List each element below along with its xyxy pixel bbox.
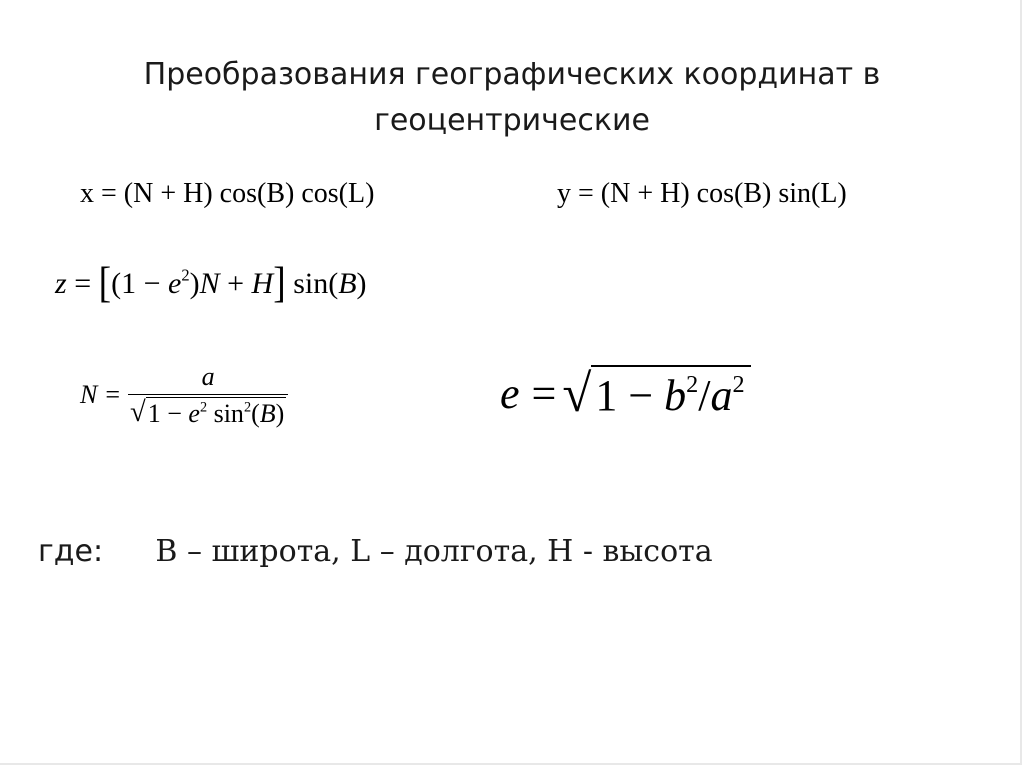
formula-n-fraction bbox=[128, 362, 288, 428]
formula-n-numerator: a bbox=[201, 362, 215, 391]
legend-line bbox=[38, 534, 713, 569]
formula-e-radicand bbox=[591, 365, 750, 421]
legend-text: B – широта, L – долгота, H - высота bbox=[155, 534, 713, 569]
legend-label: где: bbox=[38, 534, 104, 569]
formula-x bbox=[80, 178, 374, 210]
formula-z-lhs: z bbox=[55, 266, 67, 300]
formula-e-lhs: e bbox=[500, 368, 520, 418]
formula-z bbox=[55, 259, 367, 308]
formula-e-b: b bbox=[664, 371, 687, 420]
formula-n-den-pre: 1 − bbox=[147, 399, 182, 428]
formula-e-b-exp: 2 bbox=[686, 370, 699, 398]
formula-n-eq: = bbox=[105, 380, 121, 409]
formula-n-den-exp: 2 bbox=[199, 399, 208, 416]
sqrt-icon: √ bbox=[130, 397, 146, 428]
formula-n-radical bbox=[130, 397, 286, 428]
formula-z-plus: + bbox=[227, 266, 245, 300]
formula-n-den-sin: sin bbox=[213, 399, 244, 428]
formula-z-paren-open: (1 − bbox=[111, 266, 161, 300]
formula-y-rhs: (N + H) cos(B) sin(L) bbox=[600, 178, 847, 209]
slide-title bbox=[0, 52, 1024, 144]
formula-z-paren-close: ) bbox=[189, 266, 200, 300]
formula-e-slash: / bbox=[698, 371, 711, 420]
formula-x-rhs: (N + H) cos(B) cos(L) bbox=[123, 178, 375, 209]
formula-z-n: N bbox=[199, 266, 220, 300]
formula-n-den-e: e bbox=[188, 399, 200, 428]
formula-y bbox=[557, 178, 847, 210]
title-line-1: Преобразования географических координат в bbox=[143, 57, 881, 92]
formula-z-bracket-open: [ bbox=[98, 259, 112, 308]
formula-z-close: ) bbox=[356, 266, 367, 300]
formula-z-sin: sin( bbox=[293, 266, 339, 300]
formula-n-den-arg: B bbox=[259, 399, 276, 428]
formula-n-radicand bbox=[146, 397, 287, 428]
formula-n-denominator bbox=[128, 394, 288, 428]
formula-n bbox=[80, 362, 288, 428]
formula-n-den-sin-exp: 2 bbox=[243, 399, 252, 416]
formula-z-e: e bbox=[168, 266, 182, 300]
formula-e bbox=[500, 365, 751, 421]
formula-n-den-arg-open: ( bbox=[251, 399, 260, 428]
title-line-2: геоцентрические bbox=[374, 103, 650, 138]
formula-n-den-arg-close: ) bbox=[275, 399, 285, 428]
formula-z-exp: 2 bbox=[181, 265, 190, 285]
formula-y-eq: = bbox=[578, 178, 594, 209]
formula-y-lhs: y bbox=[557, 178, 571, 209]
sqrt-icon: √ bbox=[562, 365, 592, 423]
formula-e-one-minus: 1 − bbox=[595, 371, 654, 420]
formula-e-eq: = bbox=[531, 368, 557, 418]
formula-z-h: H bbox=[251, 266, 274, 300]
formula-e-a-exp: 2 bbox=[732, 370, 745, 398]
formula-z-b: B bbox=[338, 266, 357, 300]
formula-x-eq: = bbox=[101, 178, 117, 209]
formula-e-radical bbox=[562, 365, 750, 421]
formula-z-eq: = bbox=[74, 266, 92, 300]
formula-x-lhs: x bbox=[80, 178, 94, 209]
formula-e-a: a bbox=[710, 371, 733, 420]
formula-n-lhs: N bbox=[80, 380, 98, 409]
formula-z-bracket-close: ] bbox=[273, 259, 286, 308]
